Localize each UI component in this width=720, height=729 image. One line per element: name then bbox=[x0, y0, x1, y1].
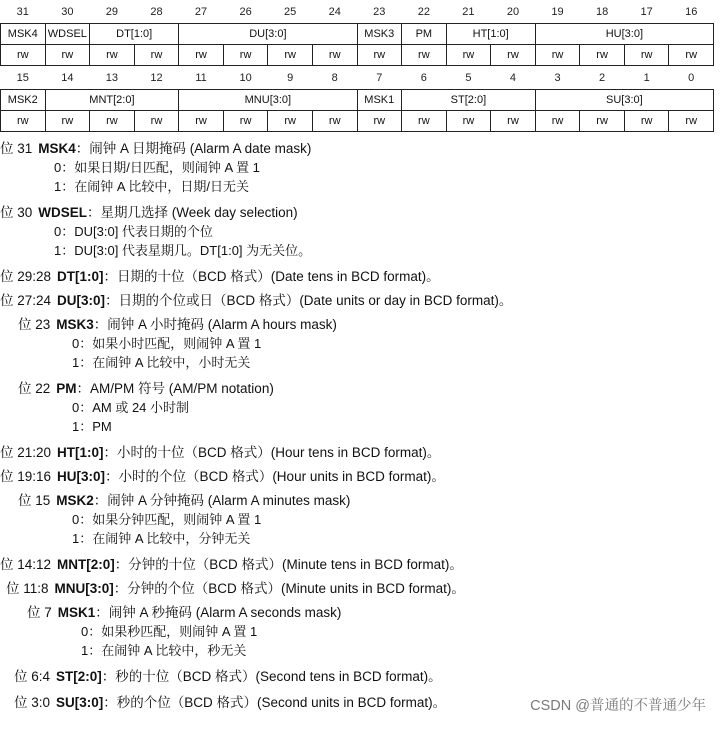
field-name-row bbox=[1, 90, 714, 111]
field-heading bbox=[0, 204, 714, 222]
register-field-name: MNT[2:0] bbox=[45, 90, 179, 111]
separator: ： bbox=[87, 205, 101, 220]
register-field-name: DT[1:0] bbox=[90, 24, 179, 45]
field-heading bbox=[0, 292, 714, 310]
access-type: rw bbox=[45, 111, 90, 132]
value-option: 0：AM 或 24 小时制 bbox=[72, 400, 190, 415]
field-text: 分钟的十位（BCD 格式）(Minute tens in BCD format)。 bbox=[128, 557, 463, 572]
field-text: 小时的个位（BCD 格式）(Hour units in BCD format)。 bbox=[118, 469, 445, 484]
bit-number: 3 bbox=[554, 71, 561, 84]
bit-number: 19 bbox=[551, 5, 564, 18]
bit-number: 4 bbox=[509, 71, 517, 84]
bit-label: 位 19:16 bbox=[0, 469, 52, 484]
bit-label: 位 14:12 bbox=[0, 557, 52, 572]
bit-number: 8 bbox=[331, 71, 338, 84]
value-option: 1：DU[3:0] 代表星期几。DT[1:0] 为无关位。 bbox=[54, 243, 312, 258]
bit-number: 21 bbox=[462, 5, 475, 18]
bit-label: 位 23 bbox=[18, 317, 51, 332]
register-high-half bbox=[0, 0, 714, 66]
field-name: MNT[2:0] bbox=[57, 557, 115, 572]
register-field-name: MSK4 bbox=[1, 24, 46, 45]
register-field-name: MSK2 bbox=[1, 90, 46, 111]
access-type: rw bbox=[179, 45, 224, 66]
value-option: 0：DU[3:0] 代表日期的个位 bbox=[54, 224, 213, 239]
field-name: SU[3:0] bbox=[56, 695, 104, 710]
value-option: 0：如果秒匹配，则闹钟 A 置 1 bbox=[81, 624, 258, 639]
register-map bbox=[0, 0, 714, 132]
separator: ： bbox=[76, 381, 91, 396]
field-description bbox=[0, 140, 714, 196]
separator: ： bbox=[95, 605, 109, 620]
field-description bbox=[0, 492, 714, 548]
field-heading bbox=[0, 556, 714, 574]
separator: ： bbox=[103, 445, 118, 460]
field-name: HU[3:0] bbox=[57, 469, 106, 484]
field-name: ST[2:0] bbox=[56, 669, 102, 684]
field-description bbox=[0, 316, 714, 372]
field-heading bbox=[0, 468, 714, 486]
bit-label: 位 11:8 bbox=[6, 581, 49, 596]
field-description bbox=[0, 268, 714, 286]
bit-label: 位 3:0 bbox=[14, 695, 51, 710]
access-type: rw bbox=[134, 111, 179, 132]
field-text: 秒的个位（BCD 格式）(Second units in BCD format)。 bbox=[116, 695, 447, 710]
access-type: rw bbox=[90, 45, 135, 66]
field-description bbox=[0, 380, 714, 436]
separator: ： bbox=[93, 317, 108, 332]
bit-number-row bbox=[1, 0, 714, 24]
field-description bbox=[0, 292, 714, 310]
bit-number: 29 bbox=[105, 5, 119, 18]
bit-label: 位 21:20 bbox=[0, 445, 52, 460]
field-name-row bbox=[1, 24, 714, 45]
value-option: 0：如果日期/日匹配，则闹钟 A 置 1 bbox=[54, 160, 260, 175]
bit-number: 24 bbox=[328, 5, 341, 18]
access-type: rw bbox=[624, 111, 669, 132]
bit-number: 28 bbox=[150, 5, 163, 18]
register-field-name: SU[3:0] bbox=[535, 90, 713, 111]
register-field-name: MSK1 bbox=[357, 90, 402, 111]
register-field-name: DU[3:0] bbox=[179, 24, 357, 45]
field-text: 小时的十位（BCD 格式）(Hour tens in BCD format)。 bbox=[117, 445, 441, 460]
bit-number: 30 bbox=[61, 5, 74, 18]
access-type: rw bbox=[357, 45, 402, 66]
access-type: rw bbox=[446, 45, 491, 66]
field-heading bbox=[0, 444, 714, 462]
field-text: 闹钟 A 小时掩码 (Alarm A hours mask) bbox=[107, 317, 337, 332]
bit-number: 17 bbox=[640, 5, 653, 18]
field-heading bbox=[0, 580, 714, 598]
bit-number: 14 bbox=[61, 71, 74, 84]
field-description bbox=[0, 668, 714, 686]
access-type: rw bbox=[624, 45, 669, 66]
field-text: 日期的十位（BCD 格式）(Date tens in BCD format)。 bbox=[117, 269, 440, 284]
bit-number: 31 bbox=[16, 5, 29, 18]
bit-number: 12 bbox=[150, 71, 163, 84]
field-description bbox=[0, 204, 714, 260]
field-name: DT[1:0] bbox=[57, 269, 104, 284]
register-field-name: HT[1:0] bbox=[446, 24, 535, 45]
access-type: rw bbox=[268, 111, 313, 132]
separator: ： bbox=[114, 557, 129, 572]
bit-label: 位 27:24 bbox=[0, 293, 52, 308]
bit-number: 6 bbox=[420, 71, 427, 84]
access-type: rw bbox=[90, 111, 135, 132]
access-type: rw bbox=[134, 45, 179, 66]
field-text: 闹钟 A 分钟掩码 (Alarm A minutes mask) bbox=[107, 493, 351, 508]
access-type: rw bbox=[312, 111, 357, 132]
access-type: rw bbox=[669, 111, 714, 132]
bit-label: 位 6:4 bbox=[14, 669, 51, 684]
bit-number: 1 bbox=[643, 71, 650, 84]
field-text: 分钟的个位（BCD 格式）(Minute units in BCD format)。 bbox=[127, 581, 465, 596]
value-option: 1：在闹钟 A 比较中，分钟无关 bbox=[72, 531, 251, 546]
bit-number: 10 bbox=[239, 71, 252, 84]
access-type: rw bbox=[402, 111, 447, 132]
access-type: rw bbox=[1, 45, 46, 66]
separator: ： bbox=[103, 695, 117, 710]
register-field-name: ST[2:0] bbox=[402, 90, 536, 111]
field-text: 闹钟 A 日期掩码 (Alarm A date mask) bbox=[89, 141, 312, 156]
bit-number: 9 bbox=[287, 71, 294, 84]
bit-number: 18 bbox=[595, 5, 609, 18]
access-type: rw bbox=[491, 45, 536, 66]
field-name: MNU[3:0] bbox=[54, 581, 114, 596]
value-option: 1：PM bbox=[72, 419, 112, 434]
separator: ： bbox=[75, 141, 90, 156]
bit-label: 位 22 bbox=[18, 381, 51, 396]
access-type: rw bbox=[179, 111, 224, 132]
bit-label: 位 29:28 bbox=[0, 269, 52, 284]
field-heading bbox=[0, 380, 714, 398]
bit-number-row bbox=[1, 66, 714, 90]
separator: ： bbox=[105, 293, 119, 308]
field-name: PM bbox=[56, 381, 77, 396]
separator: ： bbox=[93, 493, 108, 508]
watermark: CSDN @普通的不普通少年 bbox=[530, 698, 706, 714]
access-row bbox=[1, 45, 714, 66]
field-description bbox=[0, 604, 714, 660]
value-option: 1：在闹钟 A 比较中，秒无关 bbox=[81, 643, 247, 658]
value-option: 1：在闹钟 A 比较中，日期/日无关 bbox=[54, 179, 250, 194]
access-type: rw bbox=[223, 111, 268, 132]
field-text: 闹钟 A 秒掩码 (Alarm A seconds mask) bbox=[108, 605, 342, 620]
field-name: WDSEL bbox=[38, 205, 88, 220]
access-type: rw bbox=[491, 111, 536, 132]
separator: ： bbox=[103, 269, 118, 284]
field-description bbox=[0, 468, 714, 486]
register-low-half bbox=[0, 66, 714, 132]
access-type: rw bbox=[446, 111, 491, 132]
field-description bbox=[0, 444, 714, 462]
bit-number: 7 bbox=[376, 71, 383, 84]
value-option: 0：如果分钟匹配，则闹钟 A 置 1 bbox=[72, 512, 262, 527]
access-type: rw bbox=[312, 45, 357, 66]
bit-label: 位 15 bbox=[18, 493, 51, 508]
access-type: rw bbox=[223, 45, 268, 66]
value-option: 0：如果小时匹配，则闹钟 A 置 1 bbox=[72, 336, 262, 351]
register-field-name: MSK3 bbox=[357, 24, 402, 45]
field-heading bbox=[0, 668, 714, 686]
access-type: rw bbox=[580, 111, 625, 132]
field-heading bbox=[0, 268, 714, 286]
access-type: rw bbox=[45, 45, 90, 66]
field-name: DU[3:0] bbox=[57, 293, 106, 308]
bit-label: 位 31 bbox=[0, 141, 33, 156]
field-text: 星期几选择 (Week day selection) bbox=[100, 205, 298, 220]
bit-number: 26 bbox=[239, 5, 252, 18]
field-descriptions bbox=[0, 140, 714, 720]
field-text: 日期的个位或日（BCD 格式）(Date units or day in BCD format)。 bbox=[118, 293, 513, 308]
access-type: rw bbox=[402, 45, 447, 66]
field-heading bbox=[0, 604, 714, 622]
bit-number: 13 bbox=[105, 71, 119, 84]
register-field-name: WDSEL bbox=[45, 24, 90, 45]
access-type: rw bbox=[580, 45, 625, 66]
field-heading bbox=[0, 492, 714, 510]
bit-number: 22 bbox=[417, 5, 430, 18]
access-row bbox=[1, 111, 714, 132]
bit-number: 5 bbox=[465, 71, 472, 84]
register-field-name: PM bbox=[402, 24, 447, 45]
bit-number: 16 bbox=[685, 5, 698, 18]
field-name: MSK4 bbox=[38, 141, 76, 156]
register-field-name: MNU[3:0] bbox=[179, 90, 357, 111]
bit-number: 0 bbox=[688, 71, 695, 84]
bit-label: 位 30 bbox=[0, 205, 33, 220]
bit-number: 25 bbox=[284, 5, 297, 18]
field-name: HT[1:0] bbox=[57, 445, 104, 460]
access-type: rw bbox=[1, 111, 46, 132]
separator: ： bbox=[101, 669, 116, 684]
bit-number: 15 bbox=[16, 71, 29, 84]
field-name: MSK2 bbox=[56, 493, 94, 508]
access-type: rw bbox=[268, 45, 313, 66]
field-description bbox=[0, 556, 714, 574]
field-heading bbox=[0, 316, 714, 334]
field-name: MSK1 bbox=[57, 605, 96, 620]
bit-number: 23 bbox=[373, 5, 386, 18]
field-heading bbox=[0, 140, 714, 158]
bit-number: 11 bbox=[195, 71, 207, 84]
separator: ： bbox=[105, 469, 119, 484]
bit-number: 20 bbox=[506, 5, 520, 18]
access-type: rw bbox=[357, 111, 402, 132]
register-field-name: HU[3:0] bbox=[535, 24, 713, 45]
access-type: rw bbox=[669, 45, 714, 66]
access-type: rw bbox=[535, 45, 580, 66]
field-text: 秒的十位（BCD 格式）(Second tens in BCD format)。 bbox=[115, 669, 442, 684]
bit-number: 27 bbox=[194, 5, 208, 18]
bit-label: 位 7 bbox=[27, 605, 52, 620]
value-option: 1：在闹钟 A 比较中，小时无关 bbox=[72, 355, 251, 370]
bit-number: 2 bbox=[599, 71, 606, 84]
field-name: MSK3 bbox=[56, 317, 94, 332]
field-description bbox=[0, 580, 714, 598]
separator: ： bbox=[113, 581, 128, 596]
access-type: rw bbox=[535, 111, 580, 132]
field-text: AM/PM 符号 (AM/PM notation) bbox=[90, 381, 274, 396]
